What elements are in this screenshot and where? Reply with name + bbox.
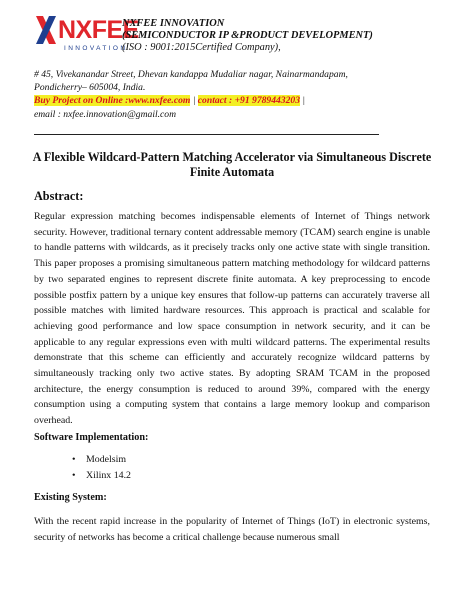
software-item-xilinx: • Xilinx 14.2 bbox=[72, 468, 131, 484]
paper-title: A Flexible Wildcard-Pattern Matching Accelerator via Simultaneous Discrete Finite Automata bbox=[32, 150, 432, 179]
address-contact-line bbox=[34, 94, 348, 107]
contact-phone[interactable]: contact : +91 9789443203 bbox=[197, 95, 300, 107]
buy-project-link[interactable]: Buy Project on Online :www.nxfee.com bbox=[34, 95, 191, 107]
logo-subtitle: INNOVATION bbox=[64, 45, 128, 52]
organization-tagline: (SEMICONDUCTOR IP &PRODUCT DEVELOPMENT) bbox=[122, 30, 373, 42]
existing-system-text: With the recent rapid increase in the popularity of Internet of Things (IoT) in electronic systems, security of networks has become a critical challenge because numerous small bbox=[34, 516, 430, 543]
organization-name: NXFEE INNOVATION bbox=[122, 18, 225, 29]
software-list bbox=[72, 452, 131, 484]
existing-system-heading: Existing System: bbox=[34, 492, 107, 503]
organization-block bbox=[122, 18, 373, 55]
header-divider bbox=[34, 134, 379, 135]
abstract-text: Regular expression matching becomes indispensable elements of Internet of Things network security. However, traditional ternary content addressable memory (TCAM) search engine is unable to handle patterns with wildcards, as it precisely tracks only one active state with single transition. This paper proposes a promising simultaneous pattern matching methodology for wildcard patterns by two separated engines to represent discrete finite automata. A key preprocessing to encode possible postfix pattern by a unique key ensures that follow-up patterns can accurately traverse all possible matches with limited hardware resources. This approach is practical and scalable for achieving good performance and low space consumption in network security, and it can be applicable to any regular expressions even with multi wildcard patterns. The experimental results demonstrate that this scheme can efficiently and accurately recognize wildcard patterns by simultaneously tracking only two active states. By adopting SRAM TCAM in the proposed architecture, the energy consumption is reduced to around 39%, compared with the energy consumption using a computing system that contains a large memory lookup and comparison overhead. bbox=[34, 211, 430, 427]
software-heading: Software Implementation: bbox=[34, 432, 149, 443]
address-block bbox=[34, 68, 348, 121]
logo-x-mark-icon bbox=[34, 14, 58, 46]
organization-certification: (ISO : 9001:2015Certified Company), bbox=[122, 42, 281, 54]
nxfee-logo bbox=[34, 14, 139, 62]
software-item-modelsim: • Modelsim bbox=[72, 452, 131, 468]
separator: | bbox=[192, 95, 196, 107]
logo-wordmark: NXFEE bbox=[58, 16, 139, 44]
abstract-heading: Abstract: bbox=[34, 189, 84, 203]
contact-email[interactable]: email : nxfee.innovation@gmail.com bbox=[34, 108, 177, 120]
address-line-2: Pondicherry– 605004, India. bbox=[34, 82, 146, 94]
address-line-1: # 45, Vivekanandar Street, Dhevan kandappa Mudaliar nagar, Nainarmandapam, bbox=[34, 69, 348, 80]
trailing-separator: | bbox=[302, 95, 306, 107]
